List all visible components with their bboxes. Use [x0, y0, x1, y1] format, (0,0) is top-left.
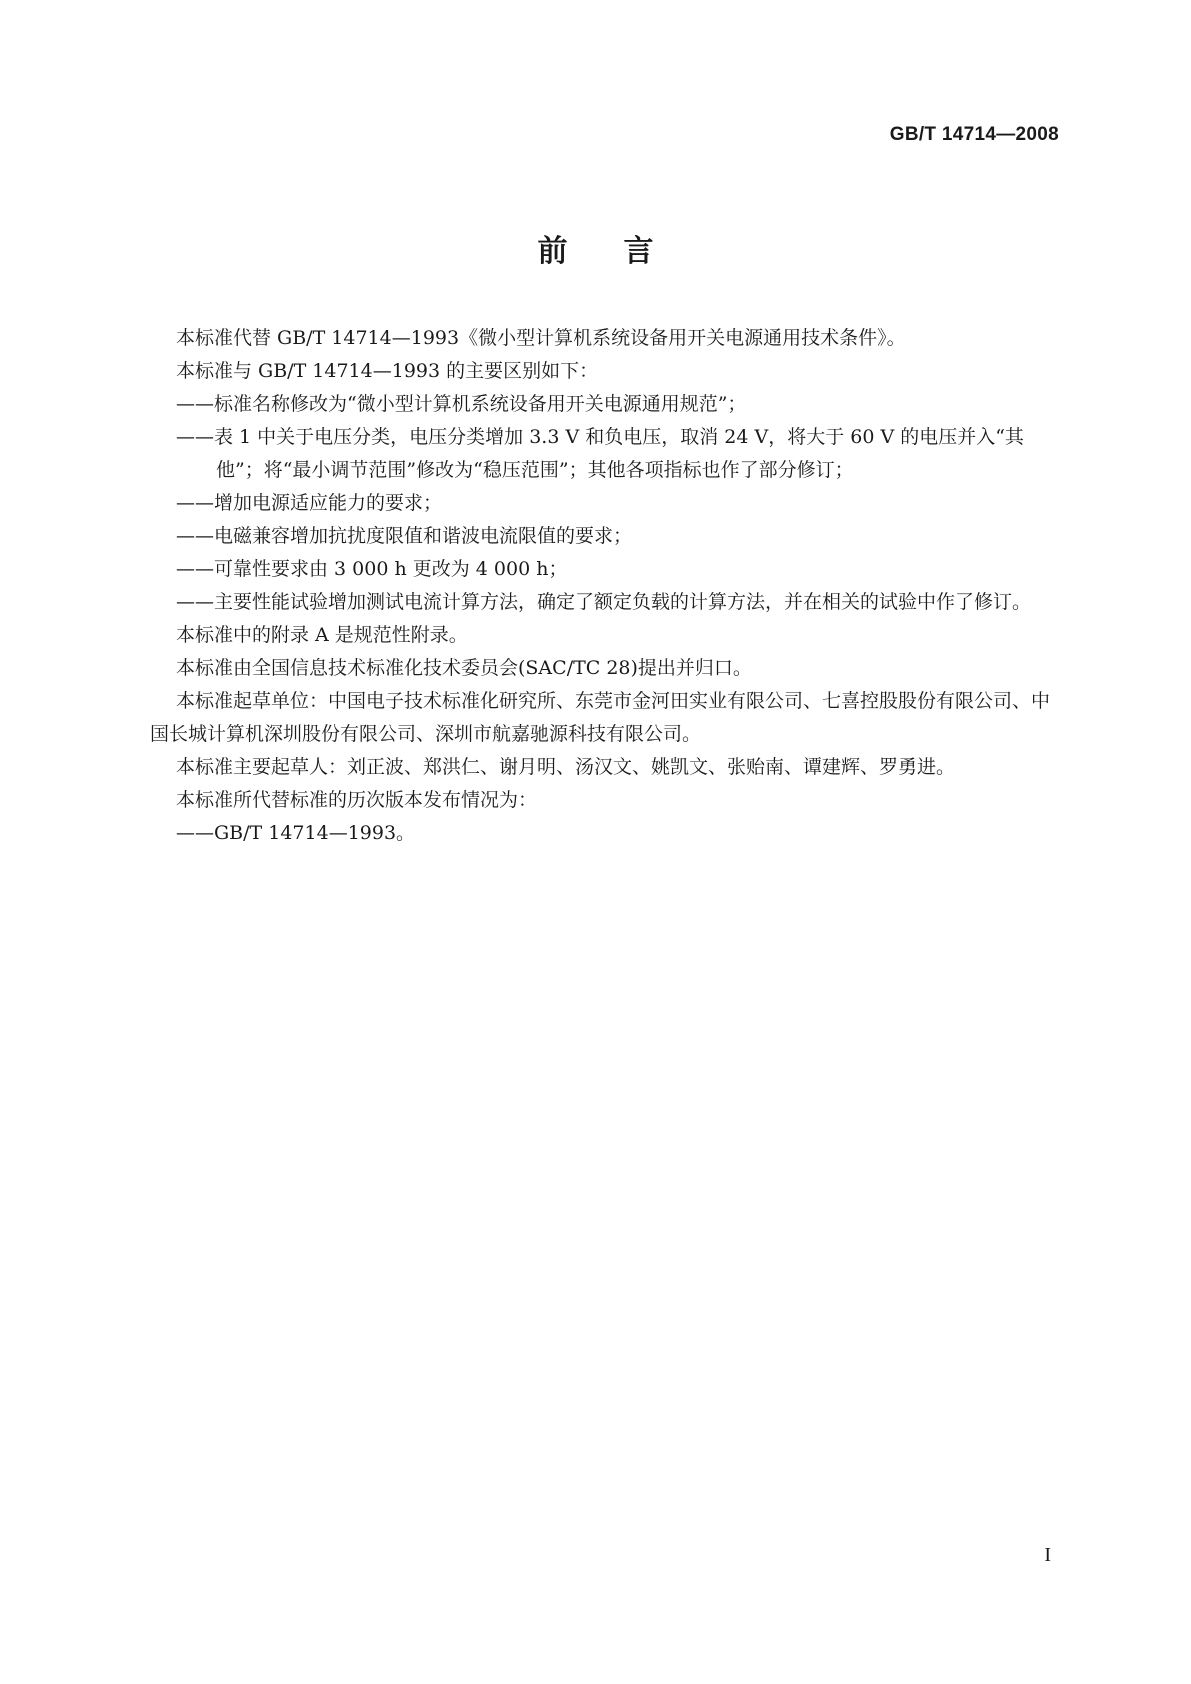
paragraph-history-intro: 本标准所代替标准的历次版本发布情况为： — [176, 789, 538, 811]
paragraph-appendix: 本标准中的附录 A 是规范性附录。 — [176, 624, 468, 646]
page-title: 前言 — [537, 234, 710, 269]
standard-code: GB/T 14714—2008 — [889, 124, 1059, 145]
paragraph-proposer: 本标准由全国信息技术标准化技术委员会(SAC/TC 28)提出并归口。 — [176, 657, 752, 679]
foreword-body — [150, 322, 1062, 850]
page-number: I — [1044, 1544, 1051, 1566]
list-item-name-change: ——标准名称修改为“微小型计算机系统设备用开关电源通用规范”； — [176, 393, 747, 415]
list-item-voltage-classification: ——表 1 中关于电压分类，电压分类增加 3.3 V 和负电压，取消 24 V，将大于 60 V 的电压并入“其他”；将“最小调节范围”修改为“稳压范围”；其他各项指标也作了部分修订； — [176, 426, 1024, 481]
list-item-emc: ——电磁兼容增加抗扰度限值和谐波电流限值的要求； — [176, 525, 633, 547]
paragraph-drafting-units: 本标准起草单位：中国电子技术标准化研究所、东莞市金河田实业有限公司、七喜控股股份有限公司、中国长城计算机深圳股份有限公司、深圳市航嘉驰源科技有限公司。 — [150, 690, 1051, 745]
paragraph-differences-intro: 本标准与 GB/T 14714—1993 的主要区别如下： — [176, 360, 599, 382]
list-item-performance-test: ——主要性能试验增加测试电流计算方法，确定了额定负载的计算方法，并在相关的试验中作了修订。 — [176, 591, 1032, 613]
list-item-history-version: ——GB/T 14714—1993。 — [176, 822, 416, 844]
list-item-reliability: ——可靠性要求由 3 000 h 更改为 4 000 h； — [176, 558, 568, 580]
paragraph-drafters: 本标准主要起草人：刘正波、郑洪仁、谢月明、汤汉文、姚凯文、张贻南、谭建辉、罗勇进。 — [176, 756, 956, 778]
paragraph-replaces: 本标准代替 GB/T 14714—1993《微小型计算机系统设备用开关电源通用技术条件》。 — [176, 327, 906, 349]
list-item-adaptability: ——增加电源适应能力的要求； — [176, 492, 443, 514]
